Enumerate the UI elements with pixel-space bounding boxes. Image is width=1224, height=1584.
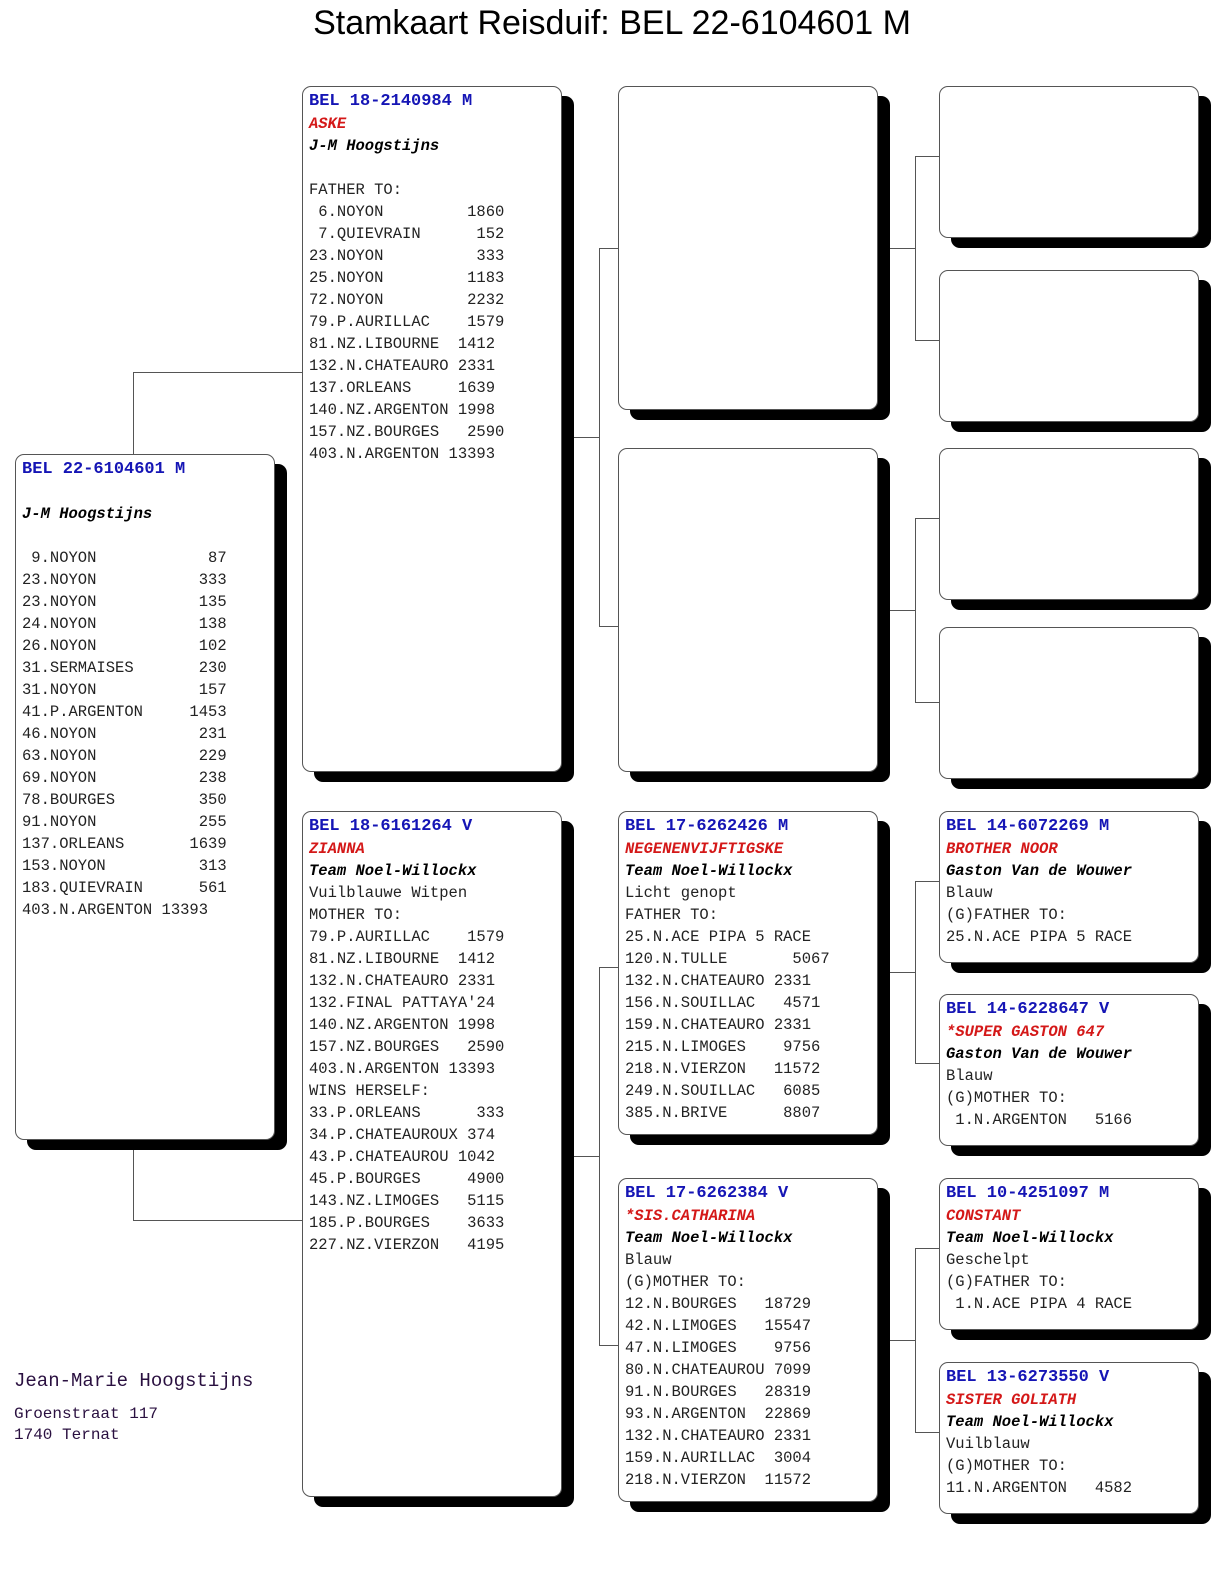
connector	[890, 972, 915, 973]
result-line: 183.QUIEVRAIN 561	[22, 879, 227, 897]
result-line: 157.NZ.BOURGES 2590	[309, 423, 505, 441]
result-line: Vuilblauwe Witpen	[309, 884, 468, 902]
connector	[915, 1432, 939, 1433]
result-line: 93.N.ARGENTON 22869	[625, 1405, 812, 1423]
result-line: Licht genopt	[625, 884, 737, 902]
result-line: 91.NOYON 255	[22, 813, 227, 831]
result-line: 156.N.SOUILLAC 4571	[625, 994, 821, 1012]
result-line: 1.N.ARGENTON 5166	[946, 1111, 1133, 1129]
connector	[890, 610, 915, 611]
ring-number: BEL 22-6104601 M	[22, 460, 186, 479]
result-line: 140.NZ.ARGENTON 1998	[309, 401, 496, 419]
result-line	[309, 157, 555, 179]
result-line: 45.P.BOURGES 4900	[309, 1170, 505, 1188]
result-line: 34.P.CHATEAUROUX 374	[309, 1126, 496, 1144]
connector	[133, 1220, 303, 1221]
connector	[574, 1156, 599, 1157]
result-line: 132.N.CHATEAURO 2331	[625, 972, 812, 990]
connector	[915, 881, 916, 1064]
connector	[915, 1063, 939, 1064]
pigeon-name: *SUPER GASTON 647	[946, 1023, 1105, 1041]
result-line: 120.N.TULLE 5067	[625, 950, 830, 968]
result-line: 23.NOYON 135	[22, 593, 227, 611]
result-line: (G)MOTHER TO:	[946, 1089, 1067, 1107]
result-line: 403.N.ARGENTON 13393	[309, 445, 496, 463]
breeder-name: Gaston Van de Wouwer	[946, 1045, 1133, 1063]
result-line	[22, 525, 268, 547]
result-line: 385.N.BRIVE 8807	[625, 1104, 821, 1122]
result-line: 9.NOYON 87	[22, 549, 227, 567]
result-line: 79.P.AURILLAC 1579	[309, 313, 505, 331]
result-line: 6.NOYON 1860	[309, 203, 505, 221]
pedigree-box-mfm[interactable]	[939, 994, 1199, 1146]
owner-address-line: 1740 Ternat	[14, 1426, 120, 1444]
ring-number: BEL 18-6161264 V	[309, 817, 473, 836]
result-line: 42.N.LIMOGES 15547	[625, 1317, 812, 1335]
connector	[599, 626, 618, 627]
result-line: 403.N.ARGENTON 13393	[309, 1060, 496, 1078]
owner-info	[14, 1368, 253, 1446]
result-line: 69.NOYON 238	[22, 769, 227, 787]
breeder-name: Team Noel-Willockx	[309, 862, 477, 880]
breeder-name: Gaston Van de Wouwer	[946, 862, 1133, 880]
result-line: 153.NOYON 313	[22, 857, 227, 875]
result-line: 33.P.ORLEANS 333	[309, 1104, 505, 1122]
result-line: 81.NZ.LIBOURNE 1412	[309, 950, 496, 968]
pigeon-name: SISTER GOLIATH	[946, 1391, 1077, 1409]
ring-number: BEL 17-6262426 M	[625, 817, 789, 836]
ring-number: BEL 14-6228647 V	[946, 1000, 1110, 1019]
result-line: Blauw	[946, 884, 993, 902]
result-line: 185.P.BOURGES 3633	[309, 1214, 505, 1232]
connector	[133, 372, 134, 454]
pedigree-box-fmf[interactable]	[939, 448, 1199, 600]
connector	[599, 967, 618, 968]
result-line: (G)FATHER TO:	[946, 1273, 1067, 1291]
pedigree-box-father[interactable]	[302, 86, 562, 772]
result-line: 140.NZ.ARGENTON 1998	[309, 1016, 496, 1034]
result-line: Blauw	[946, 1067, 993, 1085]
pedigree-box-mmm[interactable]	[939, 1362, 1199, 1514]
result-line: Geschelpt	[946, 1251, 1030, 1269]
breeder-name: Team Noel-Willockx	[625, 862, 793, 880]
result-line: WINS HERSELF:	[309, 1082, 430, 1100]
result-line: 218.N.VIERZON 11572	[625, 1060, 821, 1078]
connector	[915, 340, 939, 341]
connector	[915, 518, 939, 519]
result-line: 63.NOYON 229	[22, 747, 227, 765]
result-line: 157.NZ.BOURGES 2590	[309, 1038, 505, 1056]
result-line: 72.NOYON 2232	[309, 291, 505, 309]
result-line: 23.NOYON 333	[22, 571, 227, 589]
owner-name: Jean-Marie Hoogstijns	[14, 1370, 254, 1392]
pedigree-box-fff[interactable]	[939, 86, 1199, 238]
pigeon-name: BROTHER NOOR	[946, 840, 1058, 858]
ring-number: BEL 18-2140984 M	[309, 92, 473, 111]
result-line: 137.ORLEANS 1639	[22, 835, 227, 853]
connector	[599, 248, 618, 249]
connector	[915, 156, 939, 157]
connector	[890, 1340, 915, 1341]
result-line: 215.N.LIMOGES 9756	[625, 1038, 821, 1056]
result-line: 132.N.CHATEAURO 2331	[309, 357, 496, 375]
result-line: 78.BOURGES 350	[22, 791, 227, 809]
result-line: 23.NOYON 333	[309, 247, 505, 265]
connector	[599, 248, 600, 627]
pigeon-name: *SIS.CATHARINA	[625, 1207, 756, 1225]
pedigree-box-paternal-grandfather[interactable]	[618, 86, 878, 410]
result-line: 132.N.CHATEAURO 2331	[309, 972, 496, 990]
connector	[599, 1345, 618, 1346]
result-line: 25.NOYON 1183	[309, 269, 505, 287]
ring-number: BEL 10-4251097 M	[946, 1184, 1110, 1203]
connector	[133, 372, 303, 373]
result-line: 218.N.VIERZON 11572	[625, 1471, 812, 1489]
connector	[915, 518, 916, 703]
connector	[890, 248, 915, 249]
result-line: 46.NOYON 231	[22, 725, 227, 743]
pedigree-box-ffm[interactable]	[939, 270, 1199, 422]
pigeon-name: ASKE	[309, 115, 347, 133]
connector	[574, 437, 599, 438]
connector	[915, 1248, 939, 1249]
result-line: 91.N.BOURGES 28319	[625, 1383, 812, 1401]
result-line: 31.NOYON 157	[22, 681, 227, 699]
result-line: 11.N.ARGENTON 4582	[946, 1479, 1133, 1497]
result-line: 24.NOYON 138	[22, 615, 227, 633]
result-line: 25.N.ACE PIPA 5 RACE	[946, 928, 1133, 946]
pedigree-box-maternal-grandfather[interactable]	[618, 811, 878, 1135]
result-line: 132.N.CHATEAURO 2331	[625, 1427, 812, 1445]
breeder-name: Team Noel-Willockx	[946, 1229, 1114, 1247]
result-line: 159.N.CHATEAURO 2331	[625, 1016, 812, 1034]
ring-number: BEL 13-6273550 V	[946, 1368, 1110, 1387]
ring-number: BEL 14-6072269 M	[946, 817, 1110, 836]
result-line: 31.SERMAISES 230	[22, 659, 227, 677]
result-line: 227.NZ.VIERZON 4195	[309, 1236, 505, 1254]
result-line: 47.N.LIMOGES 9756	[625, 1339, 812, 1357]
result-line: 132.FINAL PATTAYA'24	[309, 994, 496, 1012]
result-line: 41.P.ARGENTON 1453	[22, 703, 227, 721]
pigeon-name: CONSTANT	[946, 1207, 1021, 1225]
result-line: Blauw	[625, 1251, 672, 1269]
pedigree-box-fmm[interactable]	[939, 627, 1199, 779]
result-line: 43.P.CHATEAUROU 1042	[309, 1148, 496, 1166]
result-line: 79.P.AURILLAC 1579	[309, 928, 505, 946]
pedigree-box-mmf[interactable]	[939, 1178, 1199, 1330]
connector	[599, 967, 600, 1346]
breeder-name: J-M Hoogstijns	[22, 505, 153, 523]
connector	[133, 1150, 134, 1221]
pedigree-box-maternal-grandmother[interactable]	[618, 1178, 878, 1502]
result-line: 143.NZ.LIMOGES 5115	[309, 1192, 505, 1210]
pedigree-box-mff[interactable]	[939, 811, 1199, 963]
result-line: 7.QUIEVRAIN 152	[309, 225, 505, 243]
result-line: 26.NOYON 102	[22, 637, 227, 655]
result-line: 137.ORLEANS 1639	[309, 379, 496, 397]
result-line	[22, 481, 268, 503]
result-line: (G)MOTHER TO:	[946, 1457, 1067, 1475]
result-line: MOTHER TO:	[309, 906, 403, 924]
result-line: 25.N.ACE PIPA 5 RACE	[625, 928, 812, 946]
result-line: 81.NZ.LIBOURNE 1412	[309, 335, 496, 353]
pedigree-box-paternal-grandmother[interactable]	[618, 448, 878, 772]
result-line: FATHER TO:	[625, 906, 719, 924]
pedigree-box-mother[interactable]	[302, 811, 562, 1497]
result-line: 249.N.SOUILLAC 6085	[625, 1082, 821, 1100]
pigeon-name: ZIANNA	[309, 840, 365, 858]
connector	[915, 881, 939, 882]
breeder-name: Team Noel-Willockx	[946, 1413, 1114, 1431]
owner-address-line: Groenstraat 117	[14, 1405, 159, 1423]
connector	[915, 702, 939, 703]
result-line: (G)FATHER TO:	[946, 906, 1067, 924]
breeder-name: Team Noel-Willockx	[625, 1229, 793, 1247]
page-title: Stamkaart Reisduif: BEL 22-6104601 M	[313, 4, 911, 42]
connector	[915, 156, 916, 341]
pedigree-box-subject[interactable]	[15, 454, 275, 1140]
ring-number: BEL 17-6262384 V	[625, 1184, 789, 1203]
result-line: Vuilblauw	[946, 1435, 1030, 1453]
connector	[915, 1248, 916, 1433]
breeder-name: J-M Hoogstijns	[309, 137, 440, 155]
result-line: 159.N.AURILLAC 3004	[625, 1449, 812, 1467]
result-line: 1.N.ACE PIPA 4 RACE	[946, 1295, 1133, 1313]
result-line: 403.N.ARGENTON 13393	[22, 901, 209, 919]
result-line: FATHER TO:	[309, 181, 403, 199]
result-line: (G)MOTHER TO:	[625, 1273, 746, 1291]
result-line: 80.N.CHATEAUROU 7099	[625, 1361, 812, 1379]
result-line: 12.N.BOURGES 18729	[625, 1295, 812, 1313]
pigeon-name: NEGENENVIJFTIGSKE	[625, 840, 784, 858]
